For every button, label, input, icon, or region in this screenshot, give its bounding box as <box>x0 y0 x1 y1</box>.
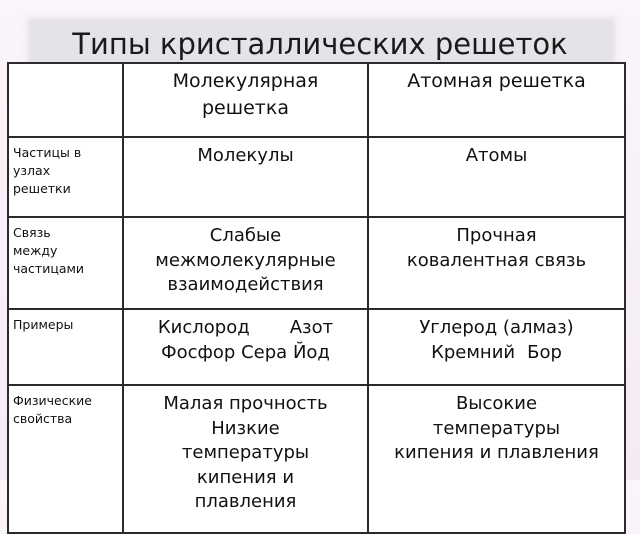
examples-line <box>369 341 624 366</box>
example-item: Углерод (алмаз) <box>419 317 574 338</box>
cell-line: Прочная <box>456 225 537 246</box>
row-label-particles <box>8 137 123 217</box>
cell-molecular-properties <box>123 385 368 533</box>
row-label-line: частицами <box>13 261 85 276</box>
row-label-examples <box>8 309 123 385</box>
cell-line: Молекулы <box>197 145 294 166</box>
row-label-line: Физические <box>13 393 92 408</box>
row-label-line: между <box>13 243 58 258</box>
row-label-properties <box>8 385 123 533</box>
cell-atomic-examples <box>368 309 625 385</box>
example-item: Сера <box>241 341 288 363</box>
examples-line <box>124 316 367 341</box>
example-item: Кремний <box>431 341 516 363</box>
examples-line <box>124 341 367 366</box>
cell-line: Низкие <box>211 417 280 439</box>
table-header-row <box>8 63 625 137</box>
table-row-bond <box>8 217 625 309</box>
example-item: Азот <box>289 317 334 338</box>
cell-line: межмолекулярные <box>155 249 336 271</box>
example-item: Фосфор <box>161 341 236 363</box>
header-molecular-lattice <box>123 63 368 137</box>
cell-molecular-bond <box>123 217 368 309</box>
table-row-examples <box>8 309 625 385</box>
row-label-line: узлах <box>13 163 51 178</box>
page-title: Типы кристаллических решеток <box>72 27 568 61</box>
header-molecular-line: Молекулярная <box>172 70 319 92</box>
cell-line: Высокие <box>455 393 538 414</box>
examples-line <box>369 316 624 341</box>
cell-line: взаимодействия <box>167 274 324 295</box>
cell-atomic-properties <box>368 385 625 533</box>
cell-line: ковалентная связь <box>406 249 587 271</box>
table-row-particles <box>8 137 625 217</box>
cell-line: Малая прочность <box>163 393 328 414</box>
cell-line: Слабые <box>209 225 282 246</box>
cell-line: кипения и <box>196 466 295 488</box>
example-item: Кислород <box>157 317 250 338</box>
example-item: Йод <box>292 341 330 363</box>
header-atomic-line: Атомная решетка <box>407 70 586 92</box>
cell-line: температуры <box>432 417 561 439</box>
cell-line: кипения и плавления <box>394 442 599 463</box>
cell-line: Атомы <box>465 145 528 166</box>
row-label-line: решетки <box>13 181 71 196</box>
cell-molecular-examples <box>123 309 368 385</box>
row-label-bond <box>8 217 123 309</box>
corner-cell <box>8 63 123 137</box>
cell-line: температуры <box>181 442 310 463</box>
example-item: Бор <box>527 341 562 363</box>
row-label-line: свойства <box>13 411 73 426</box>
cell-line: плавления <box>194 491 297 512</box>
row-label-line: Примеры <box>13 317 74 332</box>
cell-molecular-particles <box>123 137 368 217</box>
row-label-line: Частицы в <box>13 145 82 160</box>
cell-atomic-bond <box>368 217 625 309</box>
table-row-properties <box>8 385 625 533</box>
header-molecular-line: решетка <box>201 97 289 119</box>
row-label-line: Связь <box>13 225 51 240</box>
crystal-lattice-table <box>7 62 626 534</box>
header-atomic-lattice <box>368 63 625 137</box>
cell-atomic-particles <box>368 137 625 217</box>
